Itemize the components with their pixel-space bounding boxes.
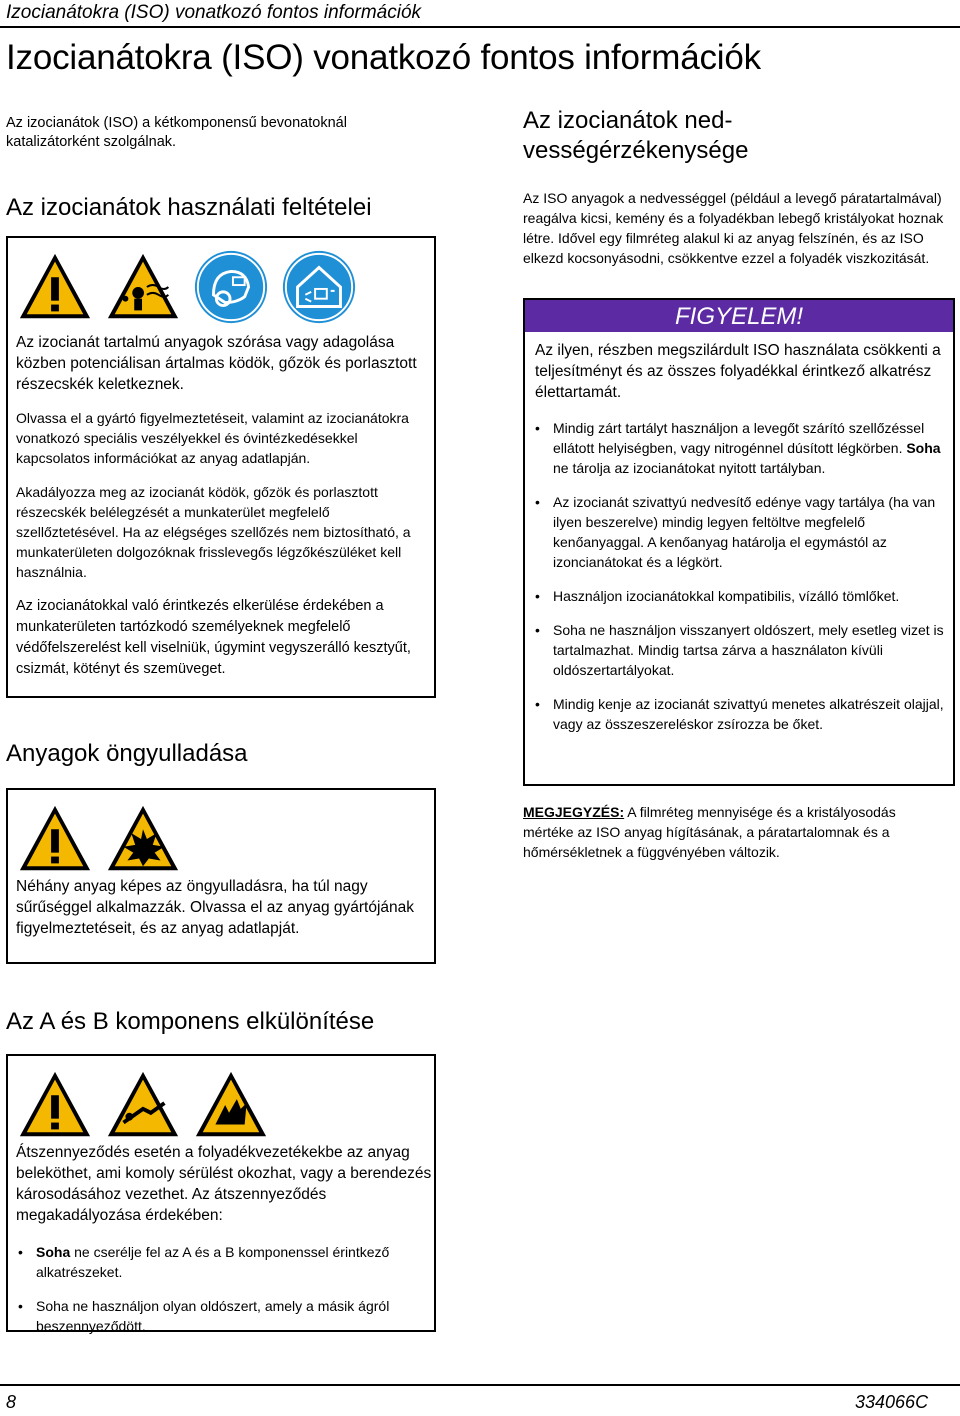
conditions-warning-box — [6, 236, 436, 698]
toxic-vapor-icon — [104, 248, 182, 326]
chemical-splash-icon — [192, 1066, 270, 1144]
section-heading-ignition: Anyagok öngyulladása — [6, 740, 248, 767]
ignition-icon-row — [16, 800, 182, 878]
conditions-lead: Az izocianát tartalmú anyagok szórása vagy adagolása közben potenciálisan ártalmas ködök, gőzök és porlasztott részecskék keletkeznek. — [16, 334, 417, 393]
note-label: MEGJEGYZÉS: — [523, 804, 625, 820]
moisture-text: Az ISO anyagok a nedvességgel (például a levegő páratartalmával) reagálva kicsi, kemény és a folyadékban lebegő kristályokat hoznak létre. Idővel egy filmréteg alakul ki az anyag felszínén, és az ISO elkezd kocsonyásodni, csökkentve ezzel a folyadék viszkozitását. — [523, 190, 944, 266]
section-heading-conditions: Az izocianátok használati feltételei — [6, 194, 372, 221]
list-item: • Soha ne használjon olyan oldószert, amely a másik ágról beszennyeződött. — [10, 1296, 430, 1336]
separation-icon-row — [16, 1066, 270, 1144]
list-item: • Mindig zárt tartályt használjon a levegőt szárító szellőzéssel ellátott helyiségben, vagy nitrogénnel dúsított légkörben. Soha ne tárolja az izocianátokat nyitott tartályban. — [527, 418, 951, 478]
ignition-text: Néhány anyag képes az öngyulladásra, ha túl nagy sűrűséggel alkalmazzák. Olvassa el az anyag gyártójának figyelmeztetéseit, és az anyag adatlapját. — [16, 878, 415, 937]
document-number: 334066C — [855, 1392, 929, 1412]
conditions-icon-row — [16, 248, 358, 326]
list-item: • Használjon izocianátokkal kompatibilis, vízálló tömlőket. — [527, 586, 951, 606]
fire-icon — [104, 800, 182, 878]
separation-text: Átszennyeződés esetén a folyadékvezetékekbe az anyag beleköthet, ami komoly sérülést okozhat, vagy a berendezés károsodásához vezethet. Az átszennyeződés megakadályozása érdekében: — [16, 1144, 432, 1224]
warning-triangle-icon — [16, 800, 94, 878]
header-divider — [0, 26, 960, 28]
conditions-paragraph-2: Akadályozza meg az izocianát ködök, gőzök és porlasztott részecskék belélegzését a munkaterület megfelelő szellőztetésével. Ha az elégséges szellőzés nem biztosítható, a munkaterületen dolgozóknak frisslevegős légzőkészüléket kell használnia. — [16, 484, 411, 580]
warning-triangle-icon — [16, 248, 94, 326]
warning-triangle-icon — [16, 1066, 94, 1144]
list-item: • Mindig kenje az izocianát szivattyú menetes alkatrészeit olajjal, vagy az összeszereléskor zsírozza be őket. — [527, 694, 951, 734]
separation-warning-box — [6, 1054, 436, 1332]
section-heading-moisture: Az izocianátok ned- vességérzékenysége — [523, 107, 749, 164]
ventilation-icon — [280, 248, 358, 326]
notice-bullet-list — [527, 418, 951, 748]
injection-hazard-icon — [104, 1066, 182, 1144]
ignition-warning-box — [6, 788, 436, 964]
page-number: 8 — [6, 1392, 17, 1412]
conditions-paragraph-3: Az izocianátokkal való érintkezés elkerülése érdekében a munkaterületen tartózkodó személyeknek megfelelő védőfelszerelést kell viselniük, úgymint vegyszerálló kesztyűt, csizmát, kötényt és szemüveget. — [16, 598, 411, 677]
list-item: • Az izocianát szivattyú nedvesítő edénye vagy tartálya (ha van ilyen beszerelve) mindig legyen feltöltve megfelelő kenőanyaggal. A kenőanyag határolja el egymástól az izoncianátokat és a légkört. — [527, 492, 951, 572]
notice-lead: Az ilyen, részben megszilárdult ISO használata csökkenti a teljesítményt és az összes folyadékkal érintkező alkatrész élettartamát. — [535, 342, 941, 401]
list-item: • Soha ne cserélje fel az A és a B komponenssel érintkező alkatrészeket. — [10, 1242, 430, 1282]
conditions-paragraph-1: Olvassa el a gyártó figyelmeztetéseit, valamint az izocianátokra vonatkozó speciális veszélyekkel és óvintézkedésekkel kapcsolatos információkat az anyag adatlapján. — [16, 410, 409, 466]
list-item: • Soha ne használjon visszanyert oldószert, mely esetleg vizet is tartalmazhat. Mindig tartsa zárva a használaton kívüli oldószertartályokat. — [527, 620, 951, 680]
section-heading-separation: Az A és B komponens elkülönítése — [6, 1008, 375, 1035]
notice-label: FIGYELEM! — [525, 300, 953, 332]
separation-bullet-list — [10, 1242, 430, 1350]
note-text: MEGJEGYZÉS: A filmréteg mennyisége és a kristályosodás mértéke az ISO anyag hígításának, a páratartalomnak és a hőmérsékletnek a függvényében változik. — [523, 804, 896, 860]
running-title: Izocianátokra (ISO) vonatkozó fontos információk — [6, 2, 422, 23]
intro-text: Az izocianátok (ISO) a kétkomponensű bevonatoknál katalizátorként szolgálnak. — [6, 115, 347, 150]
footer-divider — [0, 1384, 960, 1386]
page-title: Izocianátokra (ISO) vonatkozó fontos információk — [6, 38, 761, 77]
notice-box — [523, 298, 955, 786]
respirator-icon — [192, 248, 270, 326]
